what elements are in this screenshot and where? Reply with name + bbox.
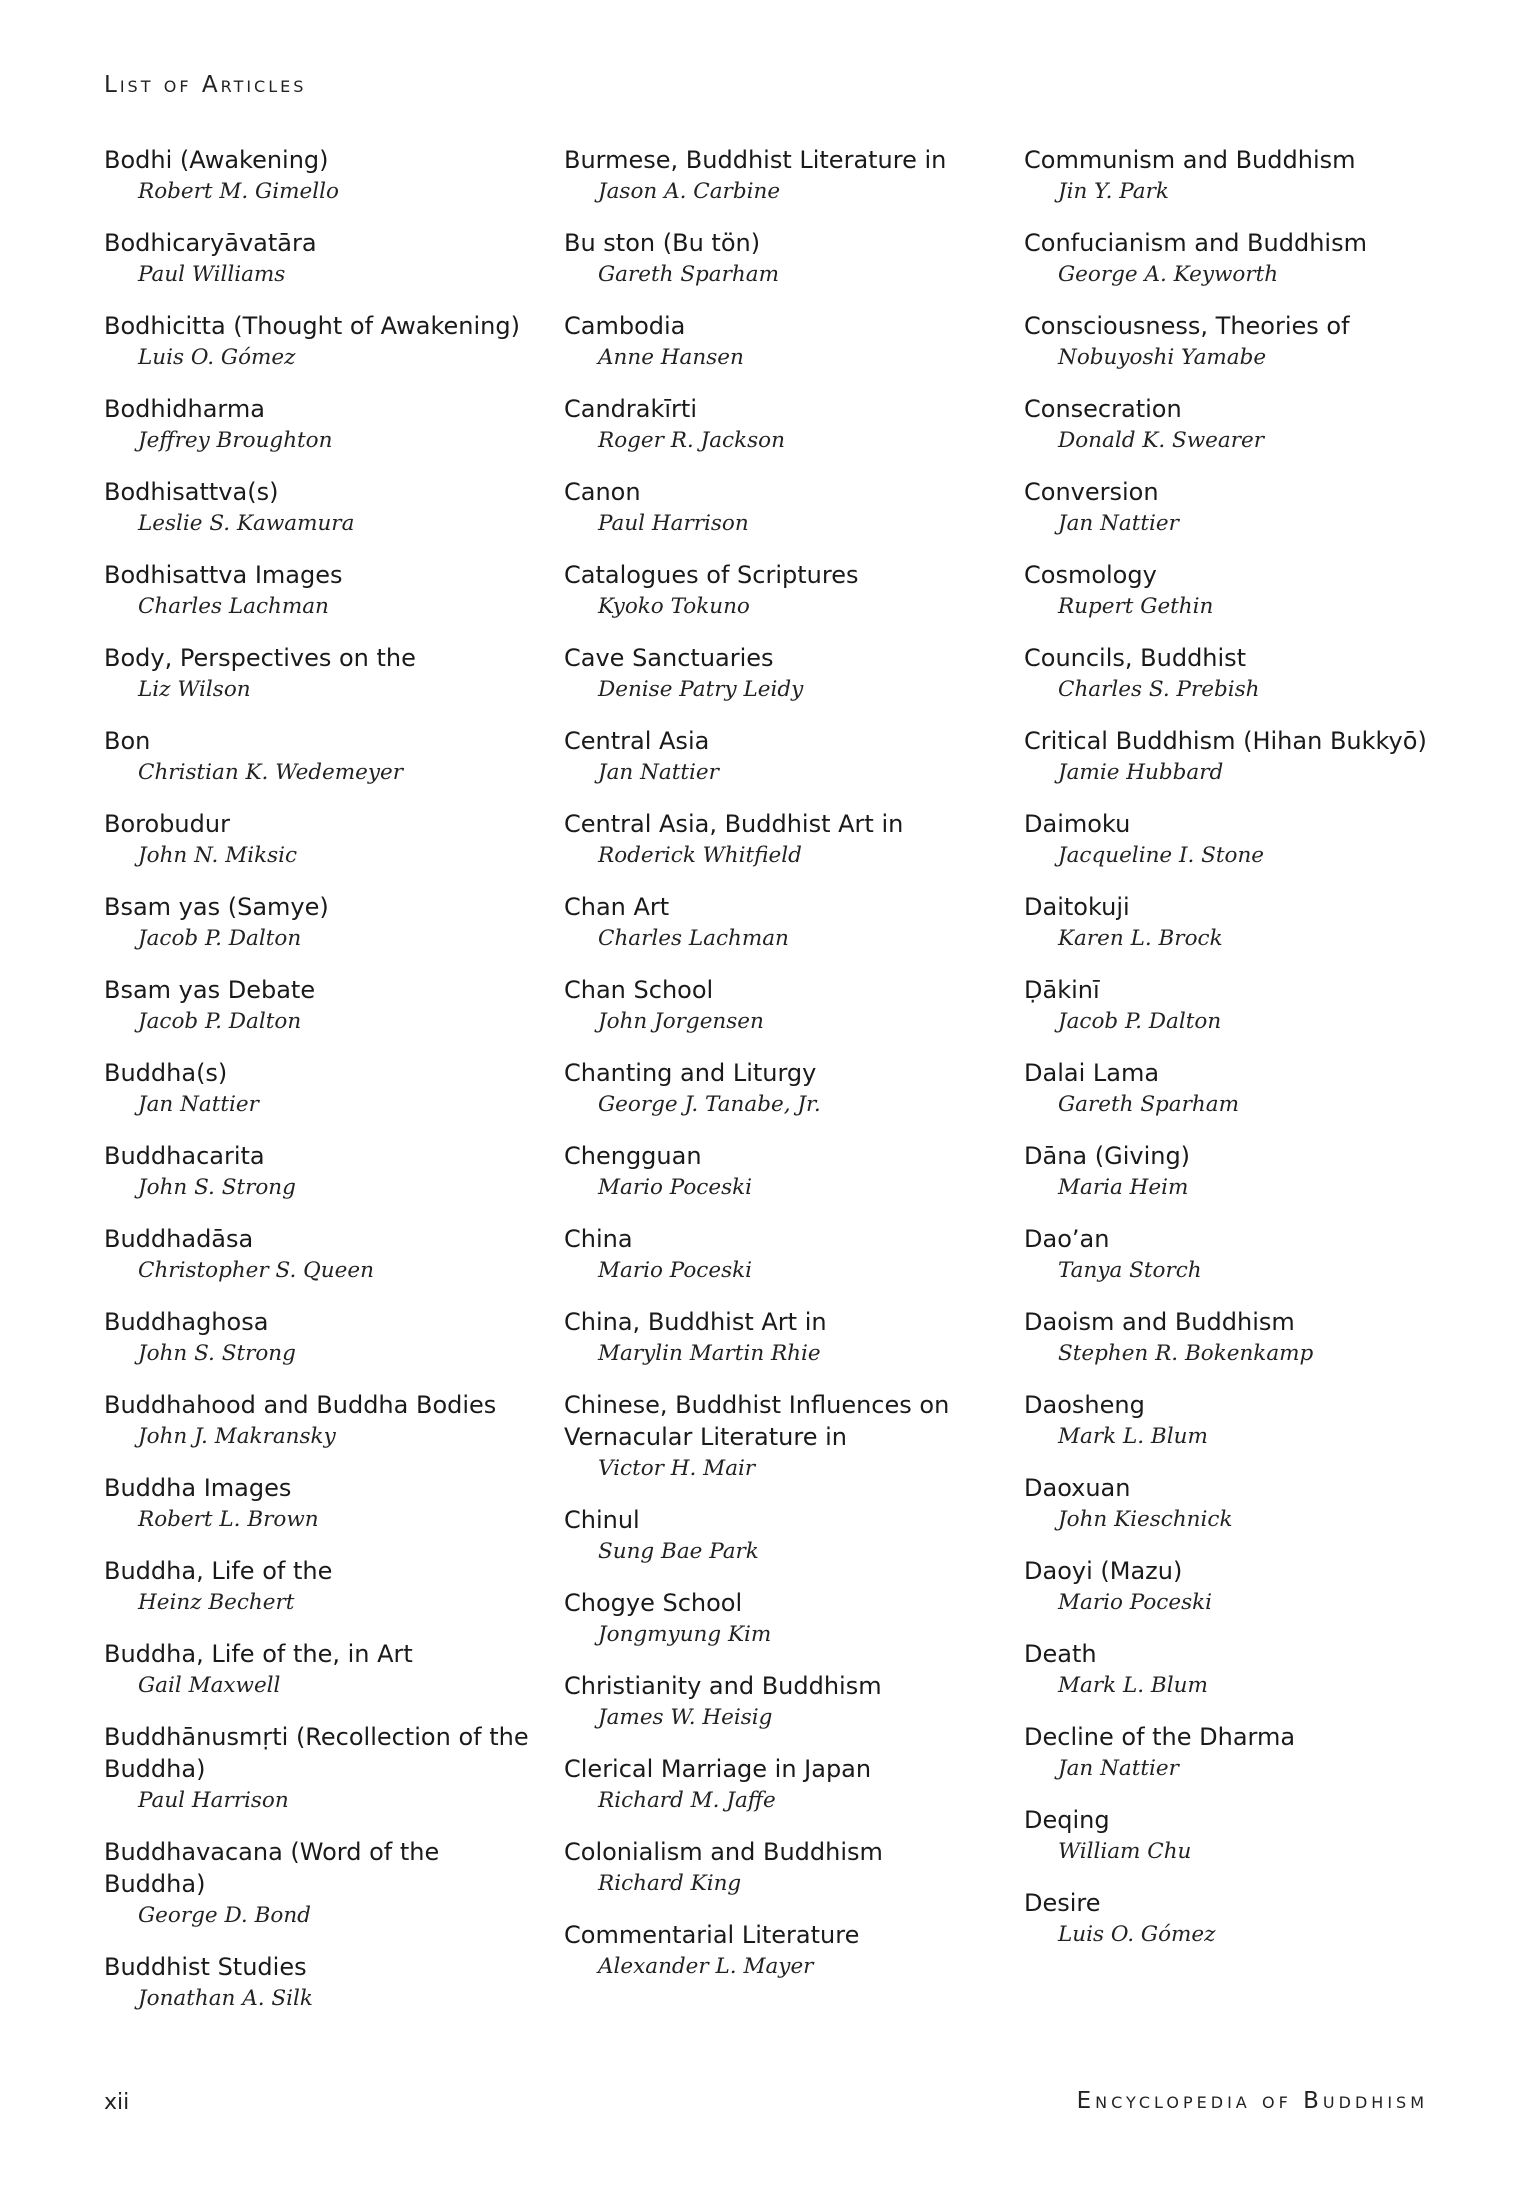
article-title: Buddhavacana (Word of the Buddha): [104, 1838, 440, 1898]
article-author: Sung Bae Park: [598, 1539, 759, 1564]
article-author: Stephen R. Bokenkamp: [1058, 1341, 1314, 1366]
article-title: China: [564, 1225, 633, 1253]
article-entry: [104, 227, 544, 291]
article-entry: [104, 808, 544, 872]
article-author: Mario Poceski: [598, 1175, 753, 1200]
article-entry: [104, 1140, 544, 1204]
article-author: George D. Bond: [138, 1903, 311, 1928]
article-title: Bsam yas Debate: [104, 976, 316, 1004]
article-entry: [564, 559, 1004, 623]
running-head: List of Articles: [104, 72, 307, 98]
article-title: Councils, Buddhist: [1024, 644, 1247, 672]
article-author: Leslie S. Kawamura: [138, 511, 355, 536]
article-title: Daosheng: [1024, 1391, 1145, 1419]
article-author: George A. Keyworth: [1058, 262, 1279, 287]
article-entry: [1024, 642, 1494, 706]
article-author: Gail Maxwell: [138, 1673, 281, 1698]
article-title: Buddha, Life of the, in Art: [104, 1640, 413, 1668]
article-title: Bsam yas (Samye): [104, 893, 329, 921]
article-entry: [104, 1555, 544, 1619]
article-title: Dāna (Giving): [1024, 1142, 1191, 1170]
article-entry: [564, 1140, 1004, 1204]
article-author: Anne Hansen: [598, 345, 744, 370]
article-entry: [564, 1587, 1004, 1651]
article-entry: [1024, 1389, 1494, 1453]
article-author: Robert L. Brown: [138, 1507, 319, 1532]
article-title: Consecration: [1024, 395, 1182, 423]
article-author: Jacob P. Dalton: [138, 1009, 302, 1034]
article-author: Jan Nattier: [138, 1092, 259, 1117]
article-title: Deqing: [1024, 1806, 1110, 1834]
article-author: Robert M. Gimello: [138, 179, 339, 204]
article-author: Jacob P. Dalton: [1058, 1009, 1222, 1034]
article-author: Nobuyoshi Yamabe: [1058, 345, 1267, 370]
article-author: Tanya Storch: [1058, 1258, 1202, 1283]
article-entry: [564, 144, 1004, 208]
article-title: Conversion: [1024, 478, 1159, 506]
article-title: Daoxuan: [1024, 1474, 1131, 1502]
article-title: Ḍākinī: [1024, 976, 1100, 1004]
article-author: John S. Strong: [138, 1175, 296, 1200]
article-entry: [1024, 1555, 1494, 1619]
article-title: Borobudur: [104, 810, 230, 838]
article-title: Chengguan: [564, 1142, 702, 1170]
article-entry: [1024, 1638, 1494, 1702]
article-entry: [1024, 1140, 1494, 1204]
article-title: Buddhist Studies: [104, 1953, 307, 1981]
article-author: Gareth Sparham: [598, 262, 779, 287]
article-entry: [104, 974, 544, 1038]
article-entry: [104, 559, 544, 623]
article-title: Commentarial Literature: [564, 1921, 860, 1949]
article-author: Luis O. Gómez: [1058, 1922, 1216, 1947]
article-title: Cave Sanctuaries: [564, 644, 774, 672]
article-entry: [564, 642, 1004, 706]
article-author: Jason A. Carbine: [598, 179, 781, 204]
article-author: Jan Nattier: [598, 760, 719, 785]
article-title: Colonialism and Buddhism: [564, 1838, 883, 1866]
article-entry: [104, 891, 544, 955]
book-title: Encyclopedia of Buddhism: [1076, 2088, 1428, 2114]
article-entry: [104, 1721, 544, 1817]
article-author: Charles S. Prebish: [1058, 677, 1260, 702]
article-entry: [564, 476, 1004, 540]
article-title: Bodhicaryāvatāra: [104, 229, 317, 257]
article-author: Jin Y. Park: [1058, 179, 1169, 204]
article-title: Body, Perspectives on the: [104, 644, 416, 672]
article-title: Bodhicitta (Thought of Awakening): [104, 312, 520, 340]
article-entry: [104, 642, 544, 706]
article-title: Chanting and Liturgy: [564, 1059, 817, 1087]
article-author: Roderick Whitfield: [598, 843, 802, 868]
article-entry: [1024, 1887, 1494, 1951]
article-author: Christopher S. Queen: [138, 1258, 374, 1283]
article-entry: [1024, 1721, 1494, 1785]
article-entry: [104, 1389, 544, 1453]
article-title: Chan School: [564, 976, 714, 1004]
article-title: Catalogues of Scriptures: [564, 561, 859, 589]
article-entry: [1024, 891, 1494, 955]
article-author: Charles Lachman: [598, 926, 789, 951]
article-entry: [1024, 725, 1494, 789]
article-entry: [1024, 1223, 1494, 1287]
article-title: Buddha Images: [104, 1474, 292, 1502]
article-title: Cambodia: [564, 312, 686, 340]
column-3: [1024, 144, 1494, 1970]
article-author: Charles Lachman: [138, 594, 329, 619]
article-author: Maria Heim: [1058, 1175, 1189, 1200]
article-title: Buddhadāsa: [104, 1225, 254, 1253]
article-author: John Jorgensen: [598, 1009, 764, 1034]
article-title: Chinese, Buddhist Influences on Vernacular Literature in: [564, 1391, 950, 1451]
article-title: Bodhisattva Images: [104, 561, 343, 589]
article-entry: [1024, 476, 1494, 540]
article-entry: [564, 1057, 1004, 1121]
article-entry: [564, 393, 1004, 457]
article-title: Daoism and Buddhism: [1024, 1308, 1295, 1336]
article-title: Critical Buddhism (Hihan Bukkyō): [1024, 727, 1427, 755]
article-title: Cosmology: [1024, 561, 1157, 589]
article-entry: [564, 227, 1004, 291]
article-author: Donald K. Swearer: [1058, 428, 1265, 453]
article-title: Daimoku: [1024, 810, 1131, 838]
article-entry: [564, 1504, 1004, 1568]
article-author: Jeffrey Broughton: [138, 428, 333, 453]
article-author: Jacob P. Dalton: [138, 926, 302, 951]
article-author: Jan Nattier: [1058, 511, 1179, 536]
article-author: Richard M. Jaffe: [598, 1788, 776, 1813]
article-entry: [1024, 1804, 1494, 1868]
article-title: Bodhidharma: [104, 395, 265, 423]
article-entry: [104, 144, 544, 208]
article-entry: [104, 1638, 544, 1702]
article-title: Buddha, Life of the: [104, 1557, 333, 1585]
article-entry: [1024, 974, 1494, 1038]
article-entry: [1024, 144, 1494, 208]
article-author: Alexander L. Mayer: [598, 1954, 814, 1979]
article-title: Burmese, Buddhist Literature in: [564, 146, 947, 174]
article-entry: [104, 1057, 544, 1121]
article-author: Kyoko Tokuno: [598, 594, 750, 619]
article-entry: [1024, 310, 1494, 374]
article-title: Death: [1024, 1640, 1097, 1668]
article-author: Mark L. Blum: [1058, 1424, 1208, 1449]
article-title: Daoyi (Mazu): [1024, 1557, 1183, 1585]
article-title: Bu ston (Bu tön): [564, 229, 761, 257]
article-list: [0, 144, 1522, 2044]
article-author: Roger R. Jackson: [598, 428, 785, 453]
article-entry: [564, 891, 1004, 955]
article-entry: [104, 393, 544, 457]
article-entry: [104, 1472, 544, 1536]
article-author: John S. Strong: [138, 1341, 296, 1366]
article-author: Richard King: [598, 1871, 742, 1896]
article-title: Buddhacarita: [104, 1142, 265, 1170]
article-title: Daitokuji: [1024, 893, 1130, 921]
article-entry: [564, 1919, 1004, 1983]
article-title: Confucianism and Buddhism: [1024, 229, 1367, 257]
article-entry: [1024, 1472, 1494, 1536]
article-author: Jongmyung Kim: [598, 1622, 772, 1647]
article-entry: [1024, 227, 1494, 291]
article-author: Denise Patry Leidy: [598, 677, 804, 702]
article-entry: [564, 1670, 1004, 1734]
article-title: Chan Art: [564, 893, 670, 921]
article-entry: [104, 310, 544, 374]
article-author: John N. Miksic: [138, 843, 298, 868]
article-author: Paul Harrison: [598, 511, 749, 536]
article-title: Candrakīrti: [564, 395, 697, 423]
article-entry: [1024, 1057, 1494, 1121]
article-author: Marylin Martin Rhie: [598, 1341, 821, 1366]
article-author: Karen L. Brock: [1058, 926, 1223, 951]
article-title: Canon: [564, 478, 641, 506]
article-author: James W. Heisig: [598, 1705, 773, 1730]
article-author: George J. Tanabe, Jr.: [598, 1092, 821, 1117]
article-author: Mario Poceski: [1058, 1590, 1213, 1615]
article-entry: [1024, 1306, 1494, 1370]
article-title: Chogye School: [564, 1589, 743, 1617]
article-author: Jacqueline I. Stone: [1058, 843, 1265, 868]
article-entry: [1024, 559, 1494, 623]
article-title: Central Asia, Buddhist Art in: [564, 810, 904, 838]
article-author: Paul Harrison: [138, 1788, 289, 1813]
article-title: Buddhaghosa: [104, 1308, 269, 1336]
article-entry: [564, 1753, 1004, 1817]
article-entry: [104, 1836, 544, 1932]
article-entry: [564, 1223, 1004, 1287]
article-entry: [1024, 808, 1494, 872]
article-title: Desire: [1024, 1889, 1101, 1917]
article-author: John J. Makransky: [138, 1424, 336, 1449]
article-author: Christian K. Wedemeyer: [138, 760, 404, 785]
article-author: Jonathan A. Silk: [138, 1986, 313, 2011]
article-entry: [104, 725, 544, 789]
article-author: Jamie Hubbard: [1058, 760, 1224, 785]
article-title: Christianity and Buddhism: [564, 1672, 882, 1700]
article-entry: [564, 808, 1004, 872]
article-title: Decline of the Dharma: [1024, 1723, 1296, 1751]
article-entry: [104, 1223, 544, 1287]
article-entry: [564, 310, 1004, 374]
article-title: China, Buddhist Art in: [564, 1308, 827, 1336]
article-author: Liz Wilson: [138, 677, 251, 702]
article-entry: [564, 1836, 1004, 1900]
article-author: William Chu: [1058, 1839, 1192, 1864]
article-title: Buddhahood and Buddha Bodies: [104, 1391, 497, 1419]
article-entry: [104, 476, 544, 540]
article-author: Mark L. Blum: [1058, 1673, 1208, 1698]
article-author: Luis O. Gómez: [138, 345, 296, 370]
article-title: Dalai Lama: [1024, 1059, 1160, 1087]
article-author: Jan Nattier: [1058, 1756, 1179, 1781]
article-author: John Kieschnick: [1058, 1507, 1233, 1532]
article-author: Mario Poceski: [598, 1258, 753, 1283]
column-2: [564, 144, 1004, 2002]
article-author: Paul Williams: [138, 262, 286, 287]
article-title: Bon: [104, 727, 151, 755]
article-title: Communism and Buddhism: [1024, 146, 1356, 174]
article-entry: [564, 725, 1004, 789]
article-entry: [104, 1951, 544, 2015]
article-entry: [564, 1306, 1004, 1370]
article-title: Buddha(s): [104, 1059, 228, 1087]
article-entry: [1024, 393, 1494, 457]
page-number: xii: [104, 2090, 130, 2115]
article-entry: [564, 1389, 1004, 1485]
article-title: Bodhi (Awakening): [104, 146, 329, 174]
article-title: Bodhisattva(s): [104, 478, 279, 506]
article-author: Gareth Sparham: [1058, 1092, 1239, 1117]
article-title: Central Asia: [564, 727, 710, 755]
article-title: Clerical Marriage in Japan: [564, 1755, 872, 1783]
article-title: Consciousness, Theories of: [1024, 312, 1350, 340]
article-author: Heinz Bechert: [138, 1590, 295, 1615]
article-author: Victor H. Mair: [598, 1456, 756, 1481]
article-entry: [104, 1306, 544, 1370]
column-1: [104, 144, 544, 2034]
article-entry: [564, 974, 1004, 1038]
article-title: Dao’an: [1024, 1225, 1110, 1253]
article-title: Chinul: [564, 1506, 640, 1534]
article-author: Rupert Gethin: [1058, 594, 1214, 619]
article-title: Buddhānusmṛti (Recollection of the Buddha): [104, 1723, 529, 1783]
